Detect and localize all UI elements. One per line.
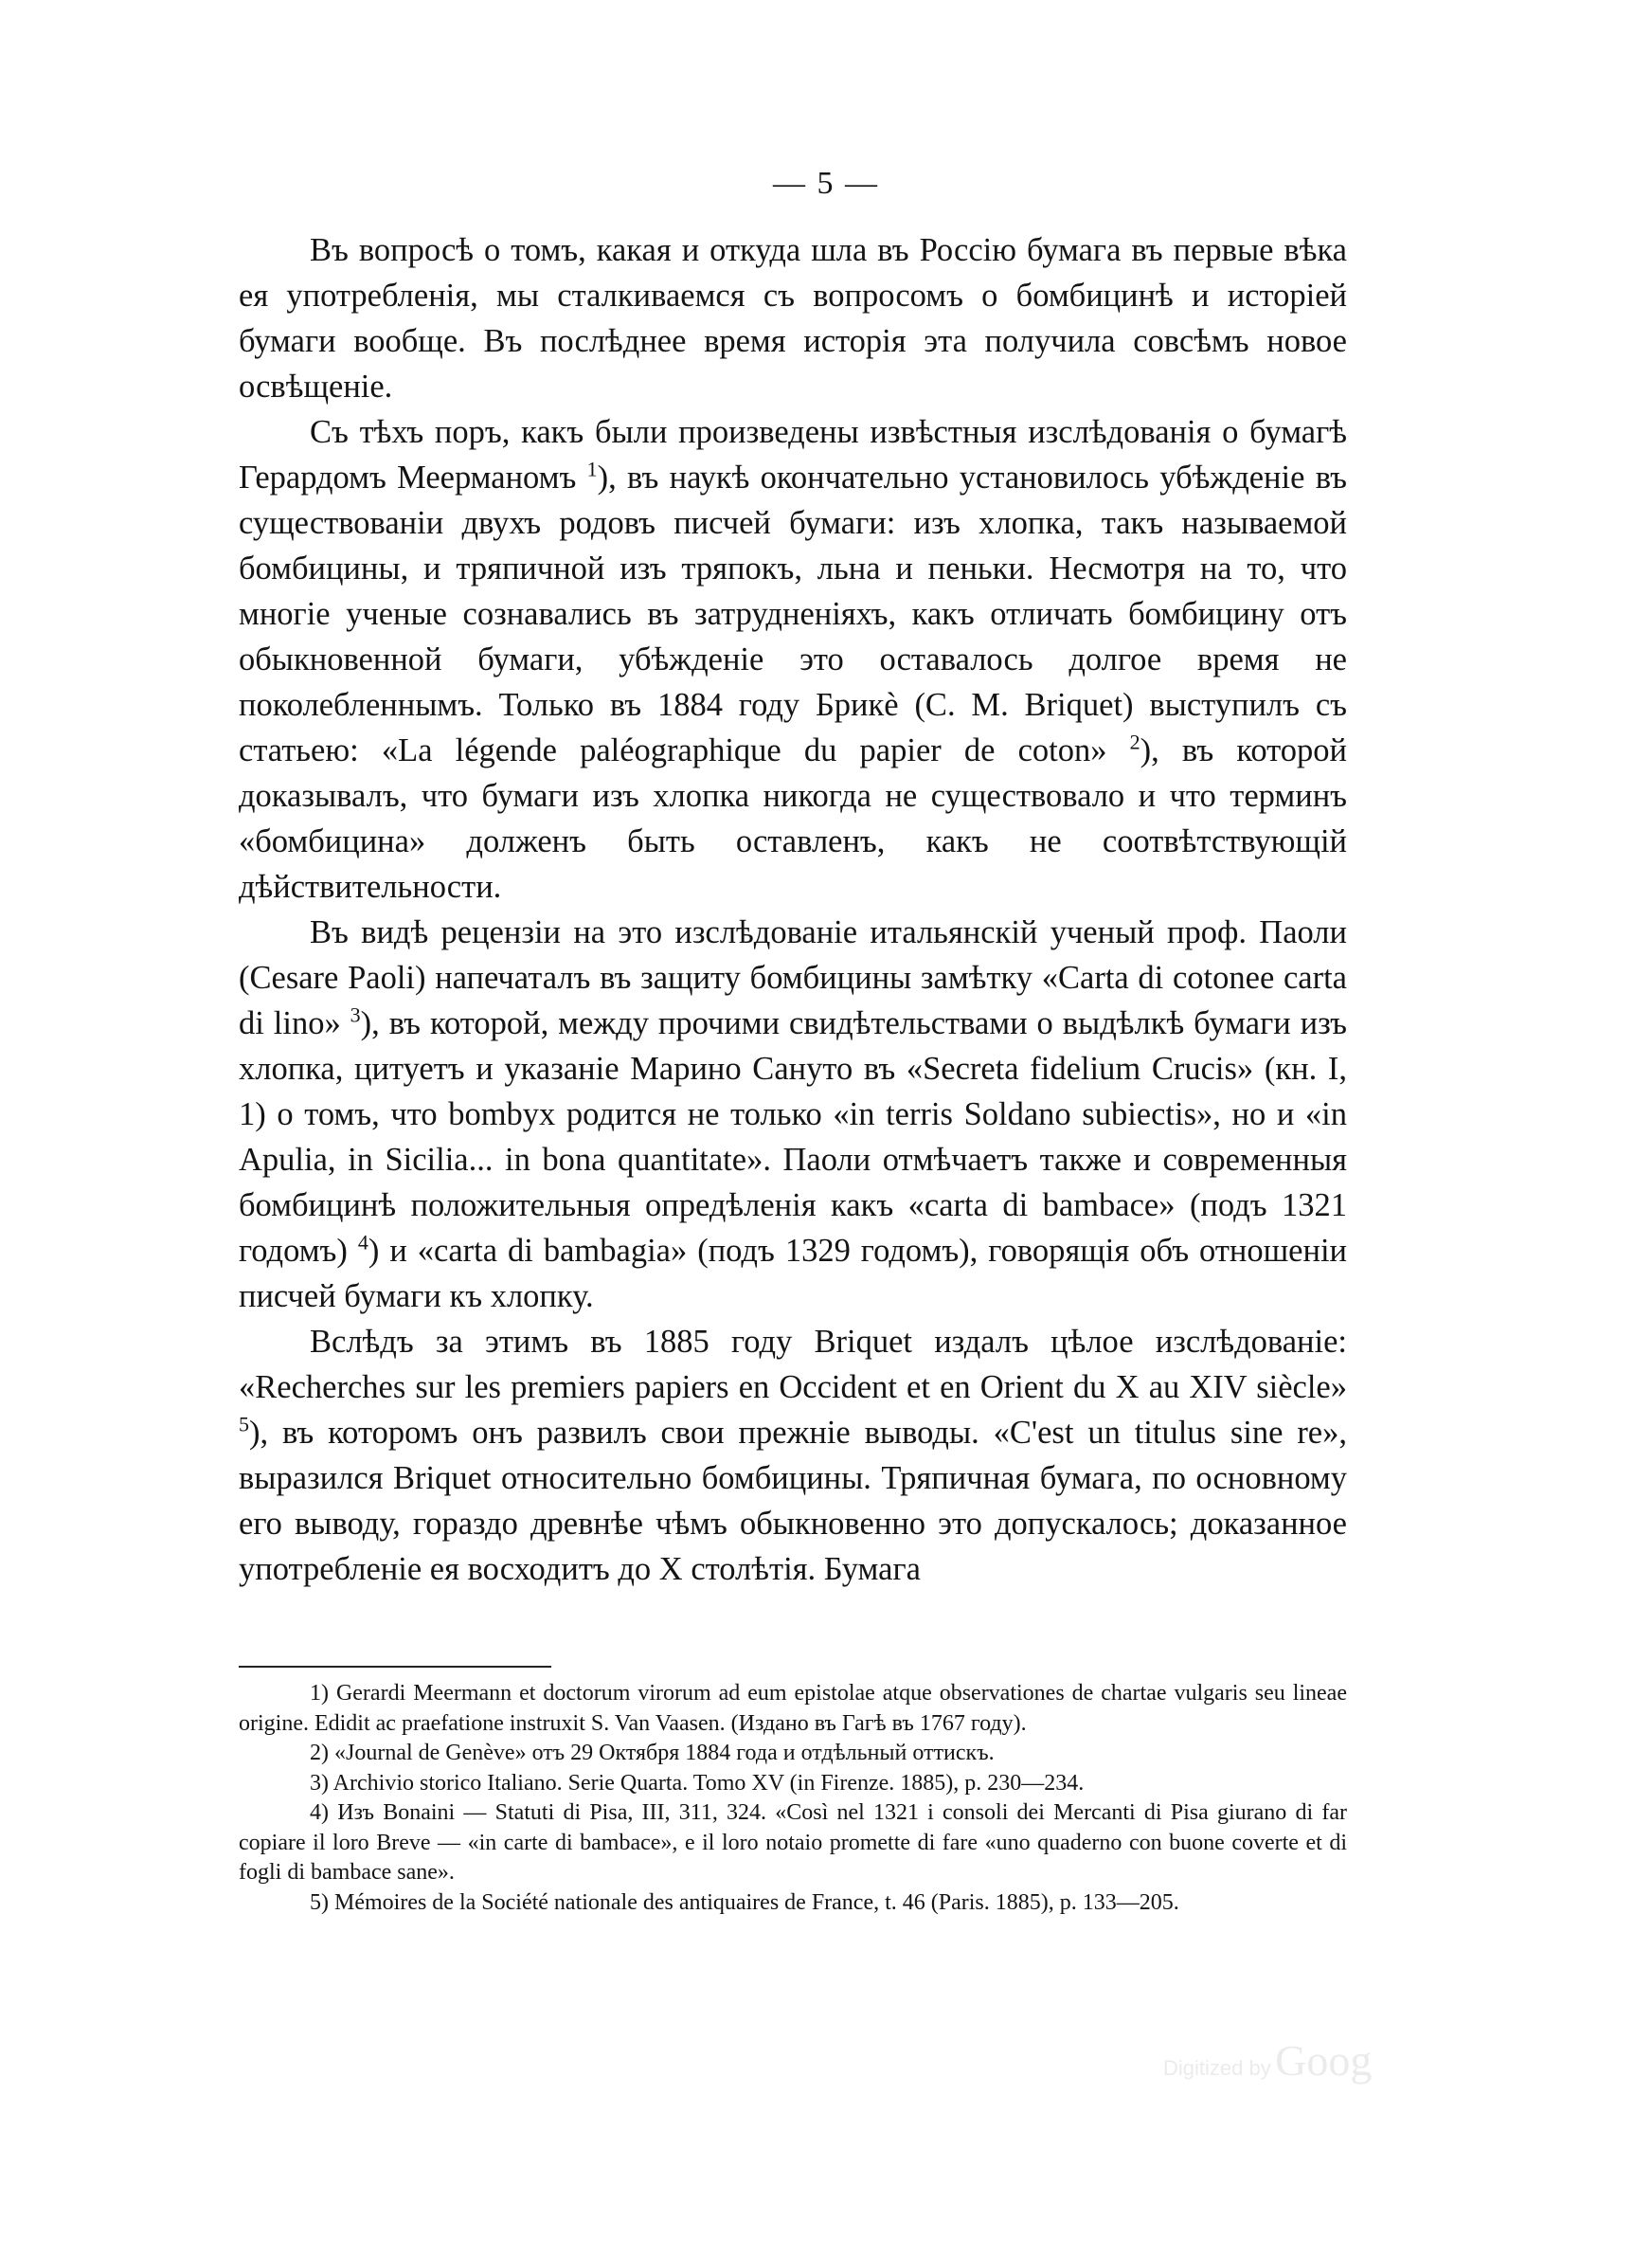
watermark-logo-text: Goog <box>1275 2036 1373 2085</box>
footnotes <box>239 1679 1347 1918</box>
digitized-watermark <box>1163 2035 1372 2085</box>
paragraph-4 <box>239 1319 1347 1592</box>
paragraph-2-part-2: ), въ наукѣ окончательно установилось убѣжденіе въ существованіи двухъ родовъ писчей бумаги: изъ хлопка, такъ называемой бомбицины, и тряпичной изъ тряпокъ, льна и пеньки. Несмотря на то, что многіе ученые сознавались въ затрудненіяхъ, какъ отличать бомбицину отъ обыкновенной бумаги, убѣжденіе это оставалось долгое время не поколебленнымъ. Только въ 1884 году Брикѐ (С. M. Briquet) выступилъ съ статьею: «La légende paléographique du papier de coton» <box>239 460 1347 768</box>
footnote-ref-3: 3 <box>350 1002 361 1027</box>
paragraph-3-part-1: Въ видѣ рецензіи на это изслѣдованіе итальянскій ученый проф. Паоли (Cesare Paoli) напечаталъ въ защиту бомбицины замѣтку «Carta di cotonee carta di lino» <box>239 914 1347 1041</box>
footnote-ref-1: 1 <box>586 457 598 481</box>
footnote-2: 2) «Journal de Genève» отъ 29 Октября 1884 года и отдѣльный оттискъ. <box>310 1741 995 1765</box>
paragraph-3-part-2: ), въ которой, между прочими свидѣтельствами о выдѣлкѣ бумаги изъ хлопка, цитуетъ и указаніе Марино Сануто въ «Secreta fidelium Crucis» (кн. I, 1) о томъ, что bombyx родится не только «in terris Soldano subiectis», но и «in Apulia, in Sicilia... in bona quantitate». Паоли отмѣчаетъ также и современныя бомбицинѣ положительныя опредѣленія какъ «carta di bambace» (подъ 1321 годомъ) <box>239 1005 1347 1269</box>
paragraph-2-part-3: ), въ которой доказывалъ, что бумаги изъ хлопка никогда не существовало и что терминъ «бомбицина» долженъ быть оставленъ, какъ не соотвѣтствующій дѣйствительности. <box>239 732 1347 905</box>
footnote-divider <box>239 1666 551 1668</box>
paragraph-4-part-1: Вслѣдъ за этимъ въ 1885 году Briquet издалъ цѣлое изслѣдованіе: «Recherches sur les premiers papiers en Occident et en Orient du X au XIV siècle» <box>239 1324 1347 1405</box>
paragraph-2 <box>239 409 1347 910</box>
body-text <box>239 227 1347 1592</box>
footnote-4: 4) Изъ Bonaini — Statuti di Pisa, III, 311, 324. «Così nel 1321 i consoli dei Mercanti di Pisa giurano di far copiare il loro Breve — «in carte di bambace», e il loro notaio promette di fare «uno quaderno con buone coverte et di fogli di bambace sane». <box>239 1800 1347 1885</box>
footnote-1: 1) Gerardi Meermann et doctorum virorum ad eum epistolae atque observationes de chartae vulgaris seu lineae origine. Edidit ac praefatione instruxit S. Van Vaasen. (Издано въ Гагѣ въ 1767 году). <box>239 1681 1347 1736</box>
watermark-small-text: Digitized by <box>1163 2056 1271 2080</box>
paragraph-4-part-2: ), въ которомъ онъ развилъ свои прежніе выводы. «C'est un titulus sine re», выразился Briquet относительно бомбицины. Тряпичная бумага, по основному его выводу, гораздо древнѣе чѣмъ обыкновенно это допускалось; доказанное употребленіе ея восходитъ до X столѣтія. Бумага <box>239 1415 1347 1587</box>
footnote-ref-4: 4 <box>357 1230 368 1255</box>
footnote-ref-5: 5 <box>239 1412 249 1436</box>
paragraph-2-part-1: Съ тѣхъ поръ, какъ были произведены извѣстныя изслѣдованія о бумагѣ Герардомъ Меерманомъ <box>239 414 1347 496</box>
page-number: — 5 — <box>773 166 879 201</box>
paragraph-3 <box>239 910 1347 1319</box>
footnote-3: 3) Archivio storico Italiano. Serie Quarta. Tomo XV (in Firenze. 1885), p. 230—234. <box>310 1770 1085 1796</box>
paragraph-1: Въ вопросѣ о томъ, какая и откуда шла въ Россію бумага въ первые вѣка ея употребленія, мы сталкиваемся съ вопросомъ о бомбицинѣ и исторіей бумаги вообще. Въ послѣднее время исторія эта получила совсѣмъ новое освѣщеніе. <box>239 232 1347 405</box>
footnote-5: 5) Mémoires de la Société nationale des antiquaires de France, t. 46 (Paris. 1885), p. 133—205. <box>310 1889 1179 1915</box>
footnote-ref-2: 2 <box>1129 730 1140 754</box>
paragraph-3-part-3: ) и «carta di bambagia» (подъ 1329 годомъ), говорящія объ отношеніи писчей бумаги къ хлопку. <box>239 1233 1348 1314</box>
